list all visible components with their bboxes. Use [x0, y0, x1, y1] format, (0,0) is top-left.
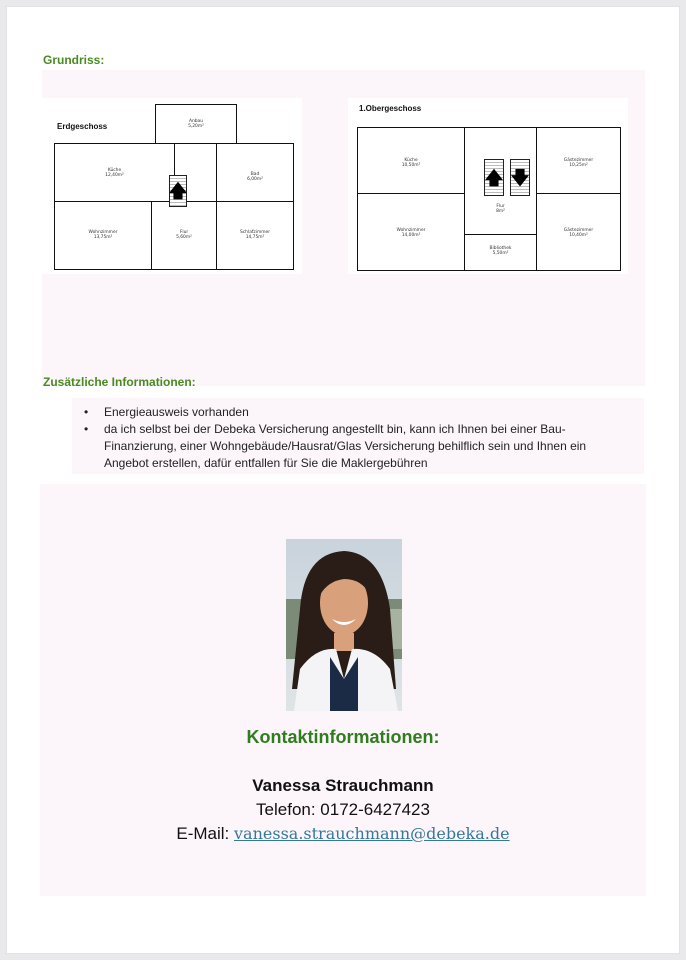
contact-photo — [286, 539, 402, 711]
contact-email-line — [0, 824, 686, 844]
section-heading-grundriss: Grundriss: — [43, 53, 105, 67]
room-bibliothek: Bibliothek 5,50m² — [464, 234, 537, 271]
list-item: • Energieausweis vorhanden — [84, 404, 624, 421]
stairs-og-up — [484, 159, 504, 196]
upper-floor-title: 1.Obergeschoss — [359, 104, 422, 113]
list-item: • da ich selbst bei der Debeka Versicherung angestellt bin, kann ich Ihnen bei einer Bau-Finanzierung, einer Wohngebäude/Hausrat/Glas Versicherung behilflich sein und Ihnen ein Angebot erstellen, dafür entfallen für Sie die Maklergebühren — [84, 421, 624, 472]
room-gaestezimmer-1: Gästezimmer 10,25m² — [536, 127, 621, 194]
room-bad: Bad 6,00m² — [216, 143, 294, 202]
room-flur-og: Flur 8m² — [464, 127, 537, 235]
room-kueche-og: Küche 10,50m² — [357, 127, 465, 194]
room-gaestezimmer-2: Gästezimmer 10,40m² — [536, 193, 621, 271]
room-schlafzimmer: Schlafzimmer 14,75m² — [216, 201, 294, 270]
arrow-up-icon: 🡅 — [168, 181, 188, 201]
contact-name: Vanessa Strauchmann — [252, 776, 434, 795]
arrow-down-icon: 🡇 — [510, 167, 530, 188]
room-wohnzimmer-eg: Wohnzimmer 13,75m² — [54, 201, 152, 270]
room-wohnzimmer-og: Wohnzimmer 14,00m² — [357, 193, 465, 271]
email-label: E-Mail: — [176, 824, 235, 843]
section-heading-zusatz: Zusätzliche Informationen: — [43, 375, 196, 389]
ground-floor-title: Erdgeschoss — [57, 122, 108, 131]
contact-heading: Kontaktinformationen: — [246, 727, 440, 747]
contact-phone: Telefon: 0172-6427423 — [256, 800, 430, 819]
email-link[interactable]: vanessa.strauchmann@debeka.de — [234, 824, 510, 843]
stairs-eg — [169, 175, 187, 207]
room-anbau: Anbau 5,20m² — [155, 104, 237, 144]
room-flur-eg: Flur 5,60m² — [151, 201, 217, 270]
stairs-og-down — [510, 159, 530, 196]
info-list — [84, 404, 624, 472]
arrow-up-icon: 🡅 — [484, 167, 504, 188]
room-kueche-eg: Küche 12,40m² — [54, 143, 175, 202]
